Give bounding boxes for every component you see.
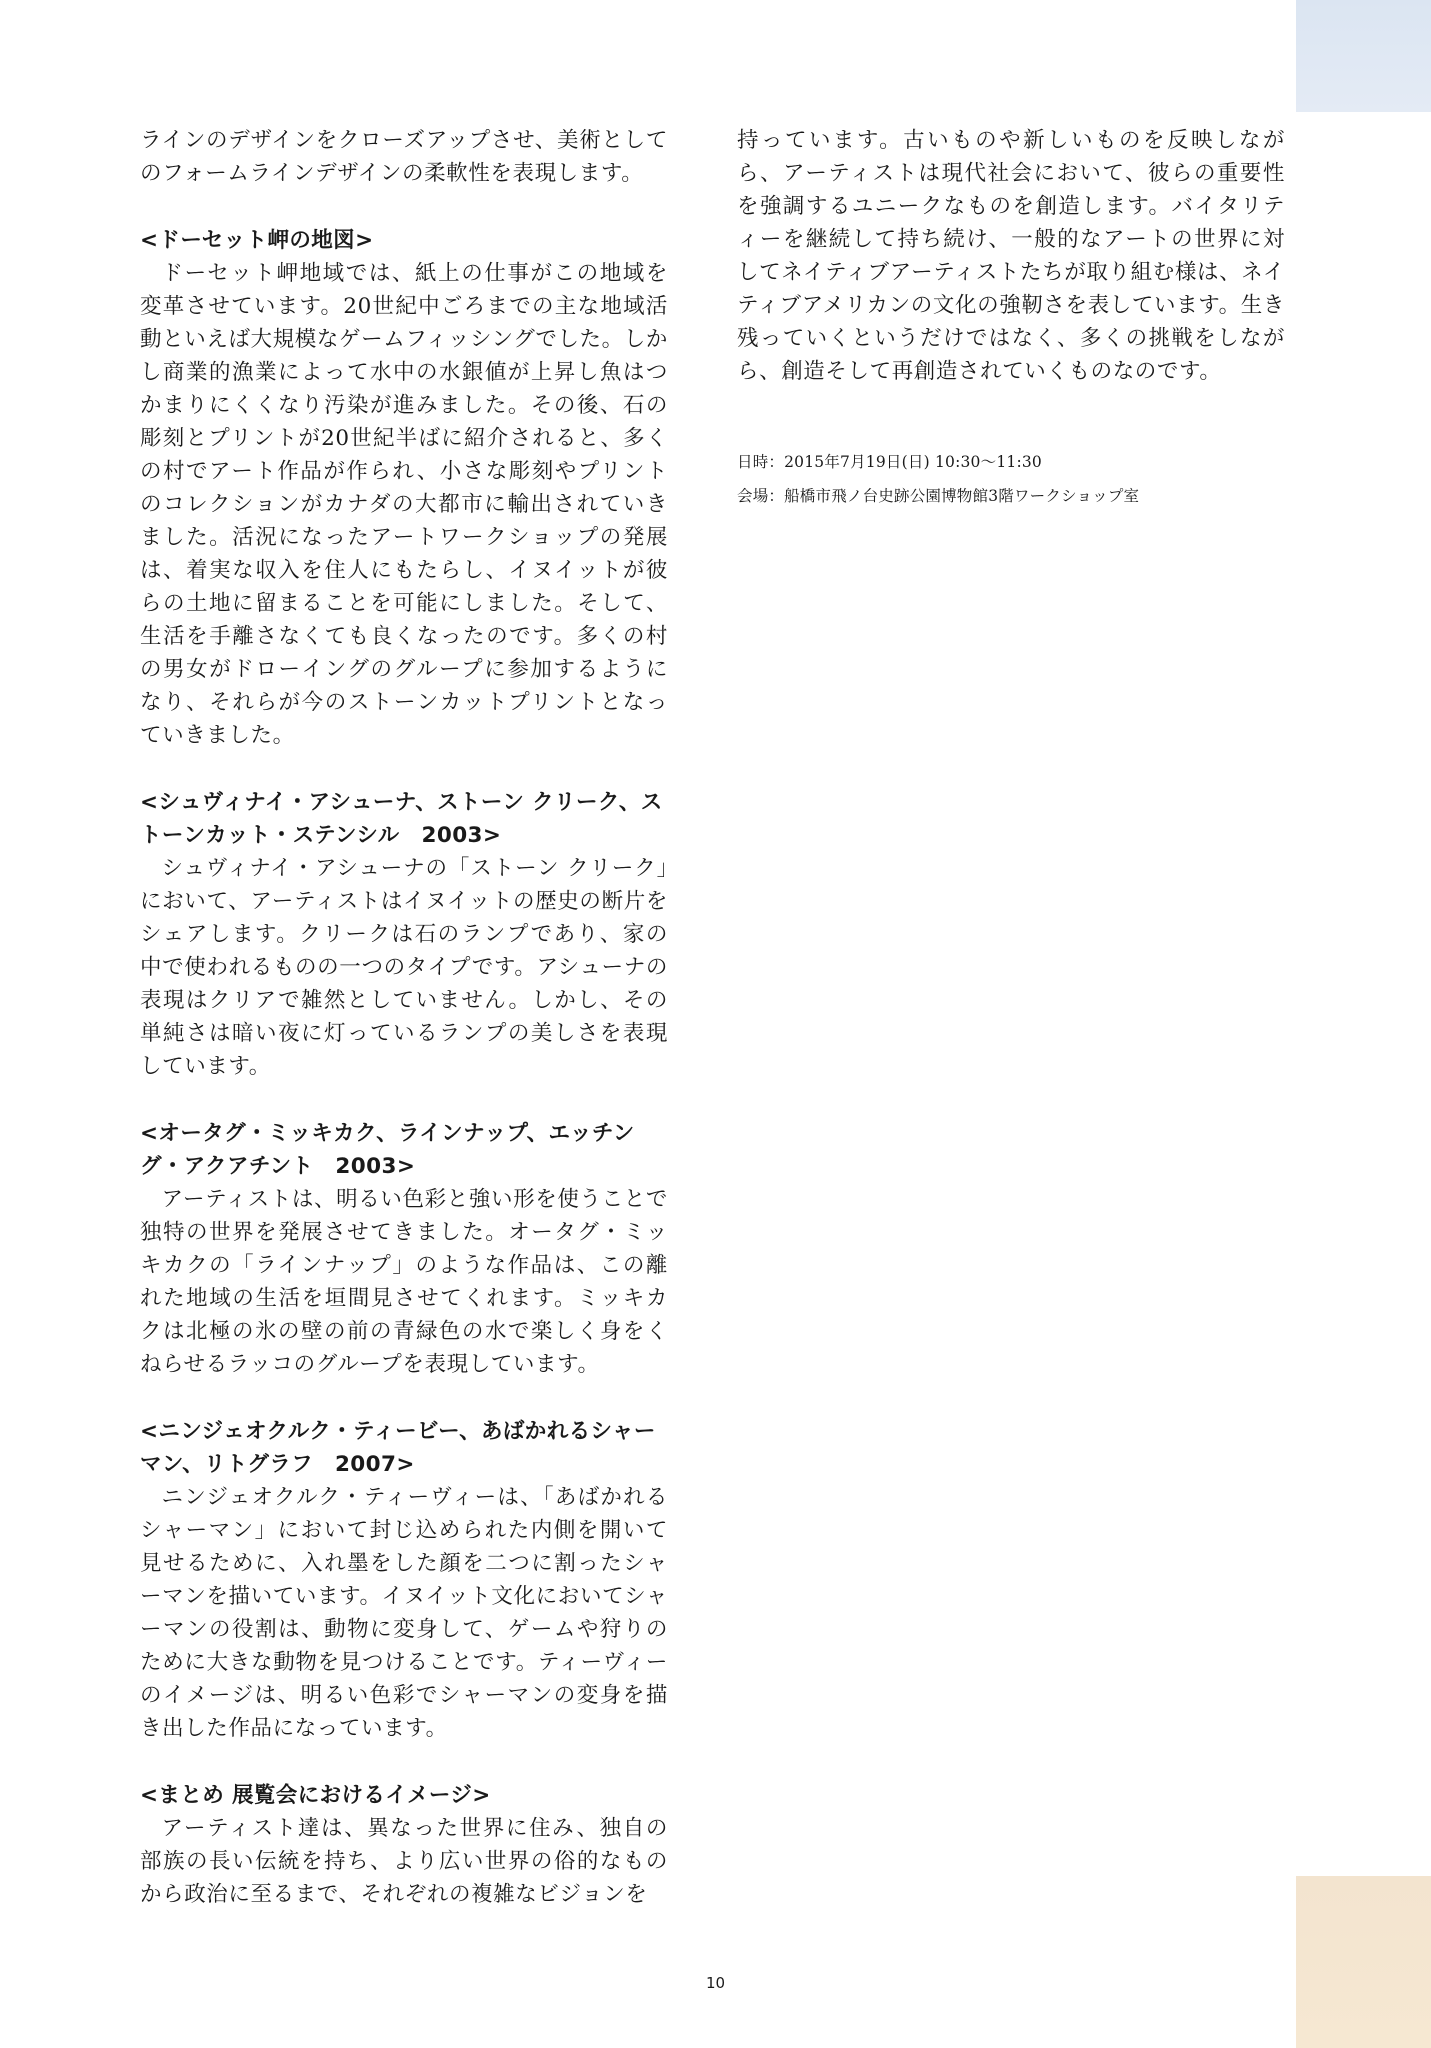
section-heading-ashoona: <シュヴィナイ・アシューナ、ストーン クリーク、ストーンカット・ステンシル 2003> [140,790,663,848]
peach-corner-tab [1296,1876,1431,2048]
right-column [737,124,1285,388]
section-body-tiriy: ニンジェオクルク・ティーヴィーは、「あばかれるシャーマン」において封じ込められた内側を開いて見せるために、入れ墨をした顔を二つに割ったシャーマンを描いています。イヌイット文化においてシャーマンの役割は、動物に変身して、ゲームや狩りのために大きな動物を見つけることです。ティーヴィーのイメージは、明るい色彩でシャーマンの変身を描き出した作品になっています。 [140,1485,668,1741]
section-heading-dorset: <ドーセット岬の地図> [140,228,374,253]
intro-paragraph: ラインのデザインをクローズアップさせ、美術としてのフォームラインデザインの柔軟性を表現します。 [140,128,668,186]
left-column [140,124,668,1911]
section-body-mikkigak: アーティストは、明るい色彩と強い形を使うことで独特の世界を発展させてきました。オータグ・ミッキカクの「ラインナップ」のような作品は、この離れた地域の生活を垣間見させてくれます。ミッキカクは北極の氷の壁の前の青緑色の水で楽しく身をくねらせるラッコのグループを表現しています。 [140,1187,668,1377]
section-heading-mikkigak: <オータグ・ミッキカク、ラインナップ、エッチング・アクアチント 2003> [140,1121,635,1179]
section-body-summary: アーティスト達は、異なった世界に住み、独自の部族の長い伝統を持ち、より広い世界の俗的なものから政治に至るまで、それぞれの複雑なビジョンを [140,1816,668,1907]
page-number: 10 [705,1974,726,1992]
section-body-dorset: ドーセット岬地域では、紙上の仕事がこの地域を変革させています。20世紀中ごろまでの主な地域活動といえば大規模なゲームフィッシングでした。しかし商業的漁業によって水中の水銀値が上昇し魚はつかまりにくくなり汚染が進みました。その後、石の彫刻とプリントが20世紀半ばに紹介されると、多くの村でアート作品が作られ、小さな彫刻やプリントのコレクションがカナダの大都市に輸出されていきました。活況になったアートワークショップの発展は、着実な収入を住人にもたらし、イヌイットが彼らの土地に留まることを可能にしました。そして、生活を手離さなくても良くなったのです。多くの村の男女がドローイングのグループに参加するようになり、それらが今のストーンカットプリントとなっていきました。 [140,261,668,748]
event-date: 日時：2015年7月19日(日) 10:30〜11:30 [737,453,1042,471]
section-heading-summary: <まとめ 展覧会におけるイメージ> [140,1783,491,1808]
section-body-ashoona: シュヴィナイ・アシューナの「ストーン クリーク」において、アーティストはイヌイットの歴史の断片をシェアします。クリークは石のランプであり、家の中で使われるものの一つのタイプです。アシューナの表現はクリアで雑然としていません。しかし、その単純さは暗い夜に灯っているランプの美しさを表現しています。 [140,856,668,1079]
event-venue: 会場：船橋市飛ノ台史跡公園博物館3階ワークショップ室 [737,487,1140,505]
section-heading-tiriy: <ニンジェオクルク・ティービー、あばかれるシャーマン、リトグラフ 2007> [140,1419,656,1477]
continuation-paragraph: 持っています。古いものや新しいものを反映しながら、アーティストは現代社会において、彼らの重要性を強調するユニークなものを創造します。バイタリティーを継続して持ち続け、一般的なアートの世界に対してネイティブアーティストたちが取り組む様は、ネイティブアメリカンの文化の強靭さを表しています。生き残っていくというだけではなく、多くの挑戦をしながら、創造そして再創造されていくものなのです。 [737,128,1285,384]
blue-corner-tab [1296,0,1431,112]
